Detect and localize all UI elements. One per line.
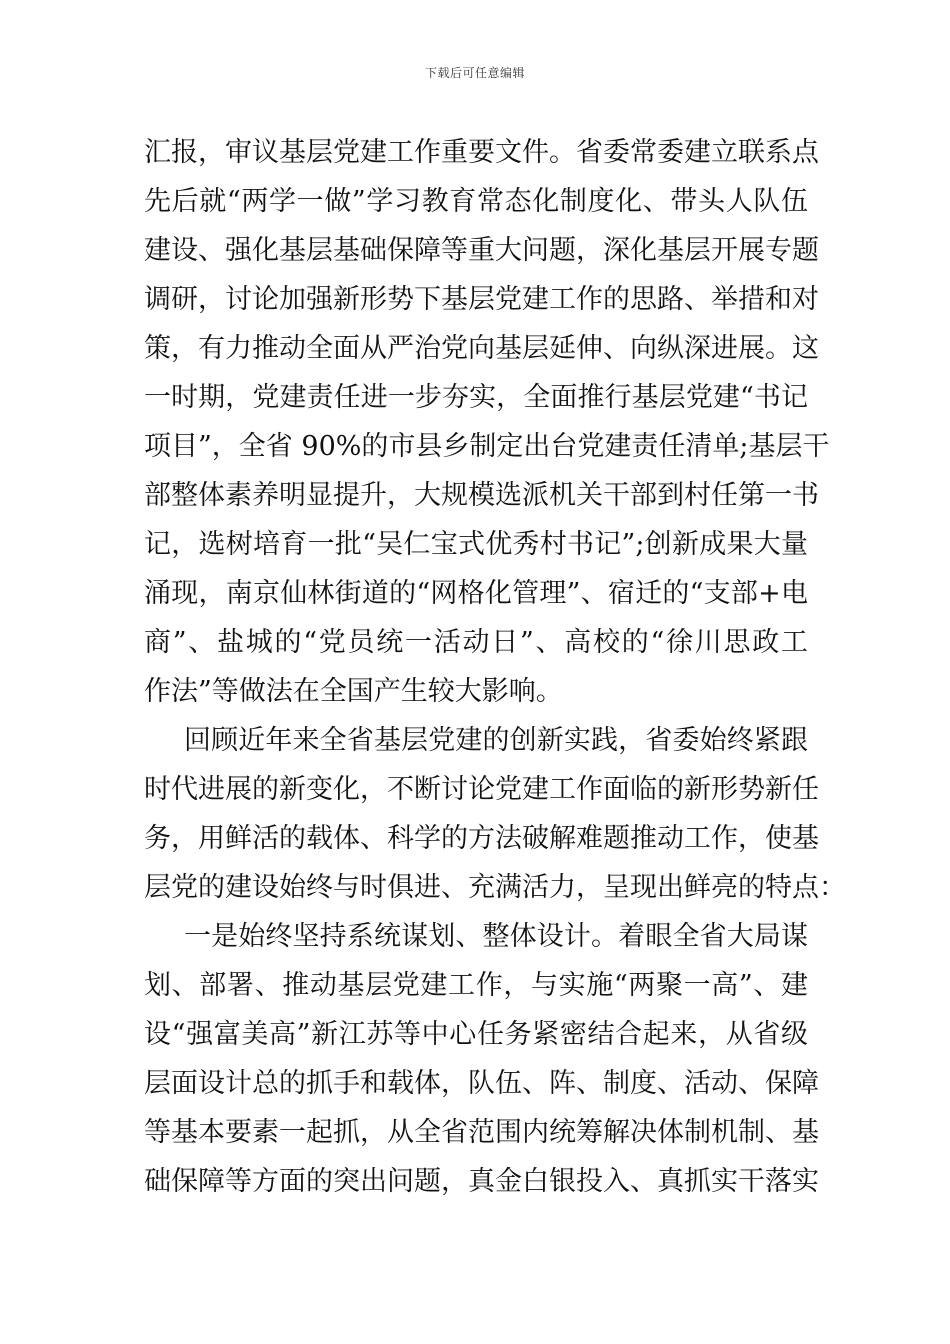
text-line: 策，有力推动全面从严治党向基层延伸、向纵深进展。这 bbox=[144, 333, 819, 364]
text-line: 一是始终坚持系统谋划、整体设计。着眼全省大局谋 bbox=[184, 921, 808, 952]
text-line: 作法”等做法在全国产生较大影响。 bbox=[144, 676, 563, 707]
text-line: 时代进展的新变化，不断讨论党建工作面临的新形势新任 bbox=[144, 774, 819, 805]
page-header: 下载后可任意编辑 bbox=[424, 66, 525, 80]
document-body bbox=[144, 128, 846, 1206]
text-line: 先后就“两学一做”学习教育常态化制度化、带头人队伍 bbox=[144, 186, 808, 217]
text-line: 调研，讨论加强新形势下基层党建工作的思路、举措和对 bbox=[144, 284, 819, 315]
text-line: 务，用鲜活的载体、科学的方法破解难题推动工作，使基 bbox=[144, 823, 819, 854]
text-line: 层面设计总的抓手和载体，队伍、阵、制度、活动、保障 bbox=[144, 1068, 819, 1099]
text-line: 设“强富美高”新江苏等中心任务紧密结合起来，从省级 bbox=[144, 1019, 808, 1050]
text-line: 层党的建设始终与时俱进、充满活力，呈现出鲜亮的特点： bbox=[144, 872, 846, 903]
text-line: 划、部署、推动基层党建工作，与实施“两聚一高”、建 bbox=[144, 970, 808, 1001]
text-line: 记，选树培育一批“吴仁宝式优秀村书记”;创新成果大量 bbox=[144, 529, 808, 560]
text-line: 等基本要素一起抓，从全省范围内统筹解决体制机制、基 bbox=[144, 1117, 819, 1148]
text-line: 回顾近年来全省基层党建的创新实践，省委始终紧跟 bbox=[184, 725, 808, 756]
text-line: 建设、强化基层基础保障等重大问题，深化基层开展专题 bbox=[144, 235, 819, 266]
text-line: 项目”，全省 90%的市县乡制定出台党建责任清单;基层干 bbox=[144, 431, 830, 462]
text-line: 涌现，南京仙林街道的“网格化管理”、宿迁的“支部+电 bbox=[144, 578, 808, 609]
text-line: 汇报，审议基层党建工作重要文件。省委常委建立联系点 bbox=[144, 137, 819, 168]
text-line: 础保障等方面的突出问题，真金白银投入、真抓实干落实 bbox=[144, 1166, 819, 1197]
text-line: 商”、盐城的“党员统一活动日”、高校的“徐川思政工 bbox=[144, 627, 808, 658]
text-line: 部整体素养明显提升，大规模选派机关干部到村任第一书 bbox=[144, 480, 819, 511]
text-line: 一时期，党建责任进一步夯实，全面推行基层党建“书记 bbox=[144, 382, 808, 413]
